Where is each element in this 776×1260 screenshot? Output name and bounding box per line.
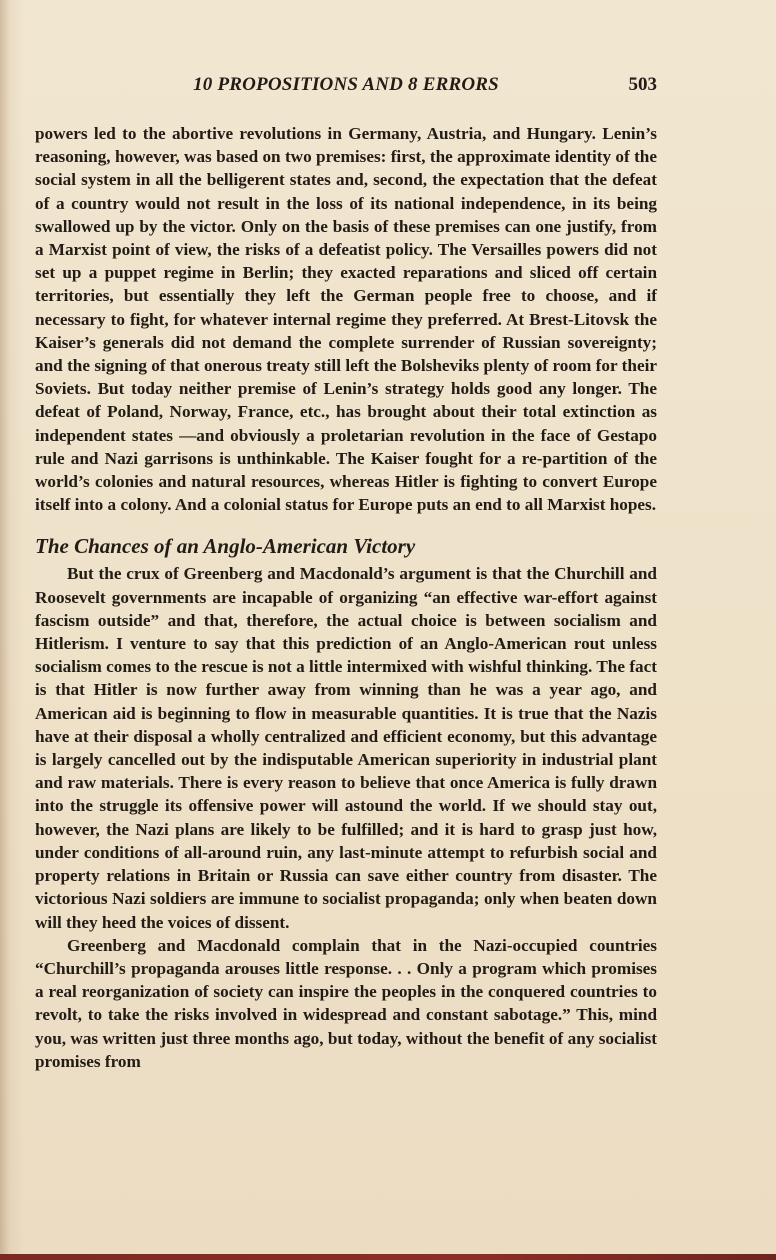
paragraph: But the crux of Greenberg and Macdonald’s argument is that the Churchill and Roosevelt governments are incapable of organizing “an effective war-effort against fascism outside” and that, therefore, the actual choice is between socialism and Hitlerism. I venture to say that this prediction of an Anglo-American rout unless socialism comes to the rescue is not a little intermixed with wishful thinking. The fact is that Hitler is now further away from winning than he was a year ago, and American aid is beginning to flow in measurable quantities. It is true that the Nazis have at their disposal a wholly centralized and efficient economy, but this advantage is largely cancelled out by the indisputable American superiority in industrial plant and raw materials. There is every reason to believe that once America is fully drawn into the struggle its offensive power will astound the world. If we should stay out, however, the Nazi plans are likely to be fulfilled; and it is hard to grasp just how, under conditions of all-around ruin, any last-minute attempt to refurbish social and property relations in Britain or Russia can save either country from disaster. The victorious Nazi soldiers are immune to socialist propaganda; only when beaten down will they heed the voices of dissent.: [35, 564, 657, 932]
page-bottom-edge: [0, 1254, 776, 1260]
paragraph: Greenberg and Macdonald complain that in the Nazi-occupied countries “Churchill’s propaganda arouses little response. . . Only a program which promises a real reorganization of society can inspire the peoples in the conquered countries to revolt, to take the risks involved in widespread and constant sabotage.” This, mind you, was written just three months ago, but today, without the benefit of any socialist promises from: [35, 935, 657, 1071]
page-body: [35, 122, 657, 1073]
paragraph-continuation: powers led to the abortive revolutions in Germany, Austria, and Hungary. Lenin’s reasoning, however, was based on two premises: first, the approximate identity of the social system in all the belligerent states and, second, the expectation that the defeat of a country would not result in the loss of its national independence, in its being swallowed up by the victor. Only on the basis of these premises can one justify, from a Marxist point of view, the risks of a defeatist policy. The Versailles powers did not set up a puppet regime in Berlin; they exacted reparations and sliced off certain territories, but essentially they left the German people free to choose, and if necessary to fight, for whatever internal regime they preferred. At Brest-Litovsk the Kaiser’s generals did not demand the complete surrender of Russian sovereignty; and the signing of that onerous treaty still left the Bolsheviks plenty of room for their Soviets. But today neither premise of Lenin’s strategy holds good any longer. The defeat of Poland, Norway, France, etc., has brought about their total extinction as independent states —and obviously a proletarian revolution in the face of Gestapo rule and Nazi garrisons is unthinkable. The Kaiser fought for a re-partition of the world’s colonies and natural resources, whereas Hitler is fighting to convert Europe itself into a colony. And a colonial status for Europe puts an end to all Marxist hopes.: [35, 124, 657, 515]
page-number: 503: [628, 74, 657, 95]
page-header: [35, 74, 657, 102]
section-heading: The Chances of an Anglo-American Victory: [35, 534, 416, 559]
running-title: 10 PROPOSITIONS AND 8 ERRORS: [193, 74, 499, 95]
